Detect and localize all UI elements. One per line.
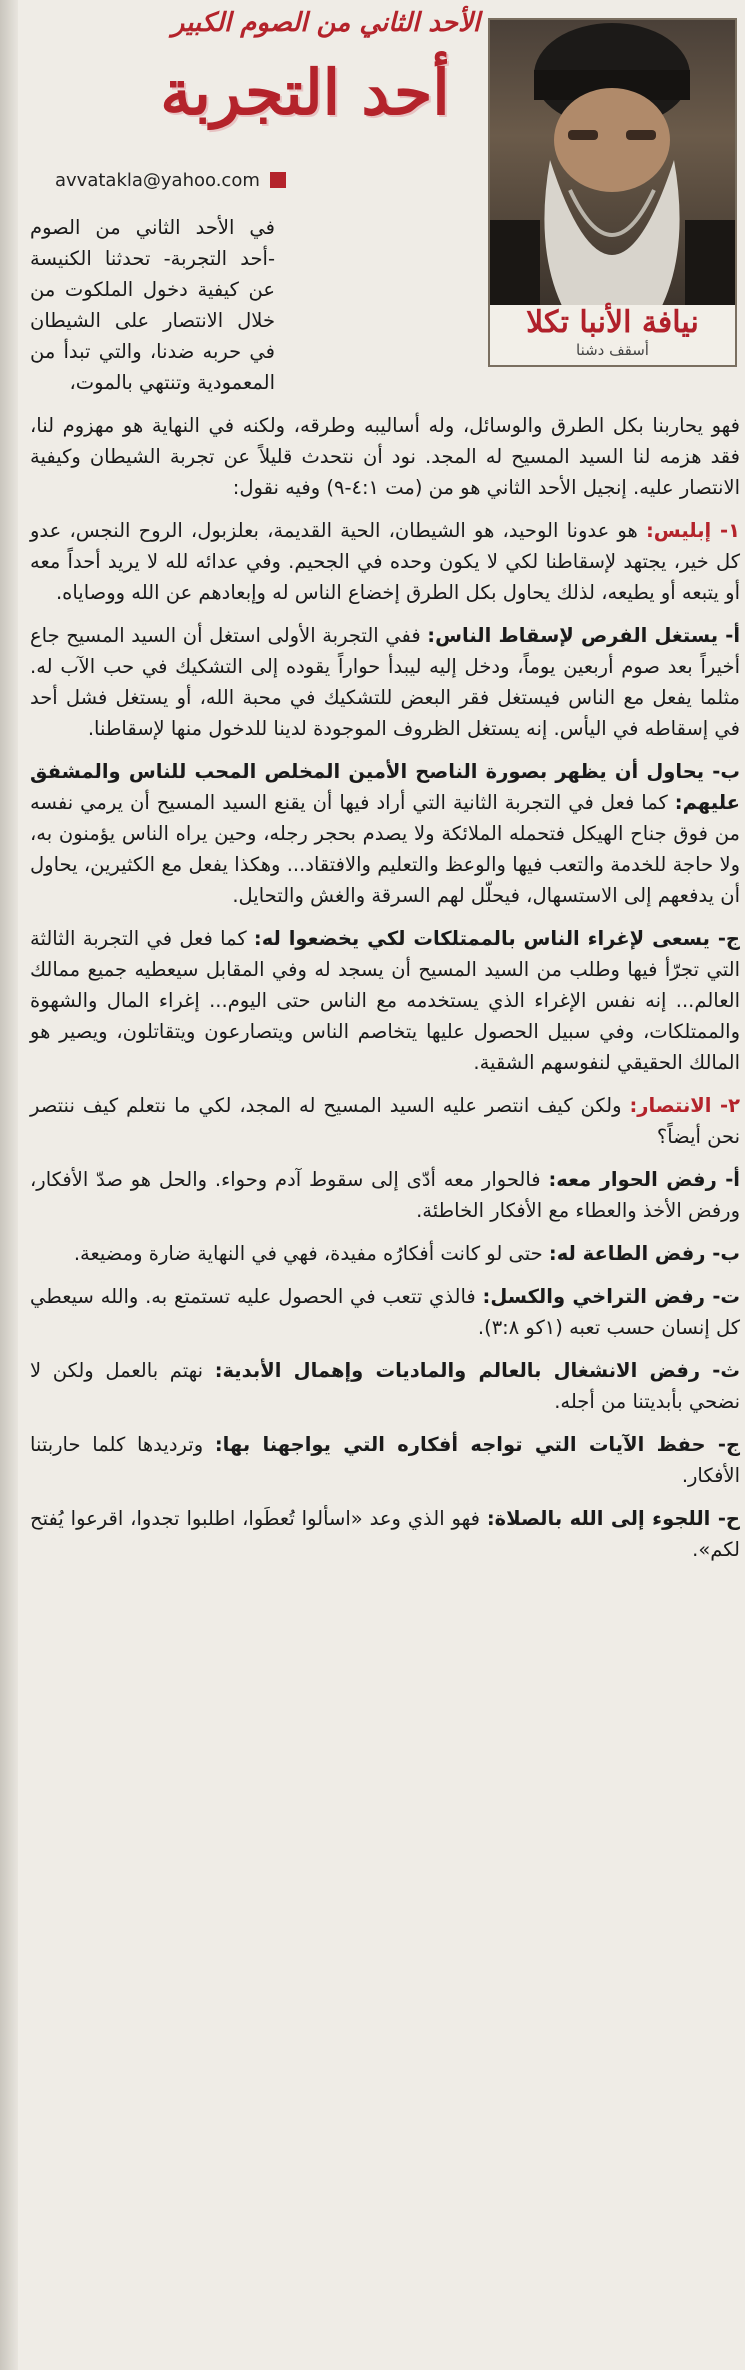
point-label: ب- يحاول أن يظهر بصورة الناصح الأمين المخلص المحب للناس والمشفق عليهم: — [30, 760, 740, 814]
point-text: كما فعل في التجربة الثانية التي أراد فيها أن يقنع السيد المسيح أن يرمي نفسه من فوق جناح الهيكل فتحمله الملائكة ولا يصدم بحجر رجله، وحين يراه الناس يؤمنون به، ولا حاجة للخدمة والتعب فيها والوعظ والتعليم والافتقاد... وهكذا يفعل مع الكثيرين، يحاول أن يدفعهم إلى الاستسهال، فيحلّل لهم السرقة والغش والتحايل. — [30, 791, 740, 907]
point-text: نهتم بالعمل ولكن لا نضحي بأبديتنا من أجله. — [30, 1359, 740, 1413]
email-row — [55, 168, 286, 192]
point-list-item — [30, 1355, 740, 1417]
page-margin — [0, 0, 18, 2370]
point-list-item — [30, 1238, 740, 1269]
point-label: ث- رفض الانشغال بالعالم والماديات وإهمال الأبدية: — [214, 1359, 740, 1382]
point-label: ت- رفض التراخي والكسل: — [482, 1285, 741, 1308]
section-devil-label: ١- إبليس: — [645, 519, 741, 542]
section-devil-text: هو عدونا الوحيد، هو الشيطان، الحية القديمة، بعلزبول، الروح النجس، عدو كل خير، يجتهد لإسقاطنا لكي لا يكون وحده في الجحيم. وفي عدائه لله لا يريد أحداً معه أو يتبعه أو يطيعه، لذلك يحاول بكل الطرق إخضاع الناس له وإبعادهم عن الله ووصاياه. — [30, 519, 740, 604]
point-label: ب- رفض الطاعة له: — [548, 1242, 740, 1265]
red-square-icon — [270, 172, 286, 188]
section-victory-text: ولكن كيف انتصر عليه السيد المسيح له المجد، لكي ما نتعلم كيف ننتصر نحن أيضاً؟ — [30, 1094, 740, 1148]
point-list-item — [30, 923, 740, 1078]
point-label: ح- اللجوء إلى الله بالصلاة: — [486, 1507, 740, 1530]
point-label: أ- رفض الحوار معه: — [548, 1168, 740, 1191]
point-text: فالحوار معه أدّى إلى سقوط آدم وحواء. والحل هو صدّ الأفكار، ورفض الأخذ والعطاء مع الأفكار الخاطئة. — [30, 1168, 740, 1222]
author-email[interactable]: avvatakla@yahoo.com — [55, 169, 260, 191]
intro-paragraph: في الأحد الثاني من الصوم -أحد التجربة- تحدثنا الكنيسة عن كيفية دخول الملكوت من خلال الانتصار على الشيطان في حربه ضدنا، والتي تبدأ من المعمودية وتنتهي بالموت، — [30, 216, 275, 394]
point-text: وترديدها كلما حاربتنا الأفكار. — [30, 1433, 740, 1487]
point-label: ج- حفظ الآيات التي تواجه أفكاره التي يواجهنا بها: — [214, 1433, 741, 1456]
point-list-item — [30, 1429, 740, 1491]
point-list-item — [30, 1164, 740, 1226]
point-text: فهو الذي وعد «اسألوا تُعطَوا، اطلبوا تجدوا، اقرعوا يُفتح لكم». — [30, 1507, 740, 1561]
point-list-item — [30, 1281, 740, 1343]
article-body — [30, 200, 740, 2360]
point-text: كما فعل في التجربة الثالثة التي تجرّأ فيها وطلب من السيد المسيح أن يسجد له وفي المقابل سيعطيه جميع ممالك العالم... إنه نفس الإغراء الذي يستخدمه مع الناس حتى اليوم... إغراء المال والشهوة والممتلكات، وفي سبيل الحصول عليها يتخاصم الناس ويتصارعون ويتقاتلون، ويصير هو المالك الحقيقي لنفوسهم الشقية. — [30, 927, 740, 1074]
section-devil — [30, 515, 740, 608]
point-text: فالذي تتعب في الحصول عليه تستمتع به. والله سيعطي كل إنسان حسب تعبه (١كو ٣:٨). — [30, 1285, 740, 1339]
point-list-item — [30, 1503, 740, 1565]
author-title: أسقف دشنا — [576, 341, 649, 359]
article-title: أحد التجربة — [160, 56, 450, 129]
section-victory — [30, 1090, 740, 1152]
intro-continued: فهو يحاربنا بكل الطرق والوسائل، وله أساليبه وطرقه، ولكنه في النهاية هو مهزوم لنا، فقد هزمه لنا السيد المسيح له المجد. نود أن نتحدث قليلاً عن تجربة الشيطان وكيفية الانتصار عليه. إنجيل الأحد الثاني هو من (مت ٤:١-٩) وفيه نقول: — [30, 414, 740, 499]
point-label: أ- يستغل الفرص لإسقاط الناس: — [427, 624, 741, 647]
point-list-item — [30, 620, 740, 744]
point-label: ج- يسعى لإغراء الناس بالممتلكات لكي يخضعوا له: — [253, 927, 740, 950]
author-name: نيافة الأنبا تكلا — [526, 305, 699, 340]
point-text: حتى لو كانت أفكارُه مفيدة، فهي في النهاية ضارة ومضيعة. — [73, 1242, 543, 1265]
point-list-item — [30, 756, 740, 911]
series-kicker: الأحد الثاني من الصوم الكبير — [171, 8, 480, 38]
section-victory-label: ٢- الانتصار: — [629, 1094, 740, 1117]
point-text: ففي التجربة الأولى استغل أن السيد المسيح جاع أخيراً بعد صوم أربعين يوماً، ودخل إليه ليبدأ حواراً يقوده إلى التشكيك في حب الآب له. مثلما يفعل مع الناس فيستغل فقر البعض للتشكيك في محبة الله، أو يستغل فشل أحد في إسقاطه في اليأس. إنه يستغل الظروف الموجودة لدينا للدخول منها لإسقاطنا. — [30, 624, 740, 740]
